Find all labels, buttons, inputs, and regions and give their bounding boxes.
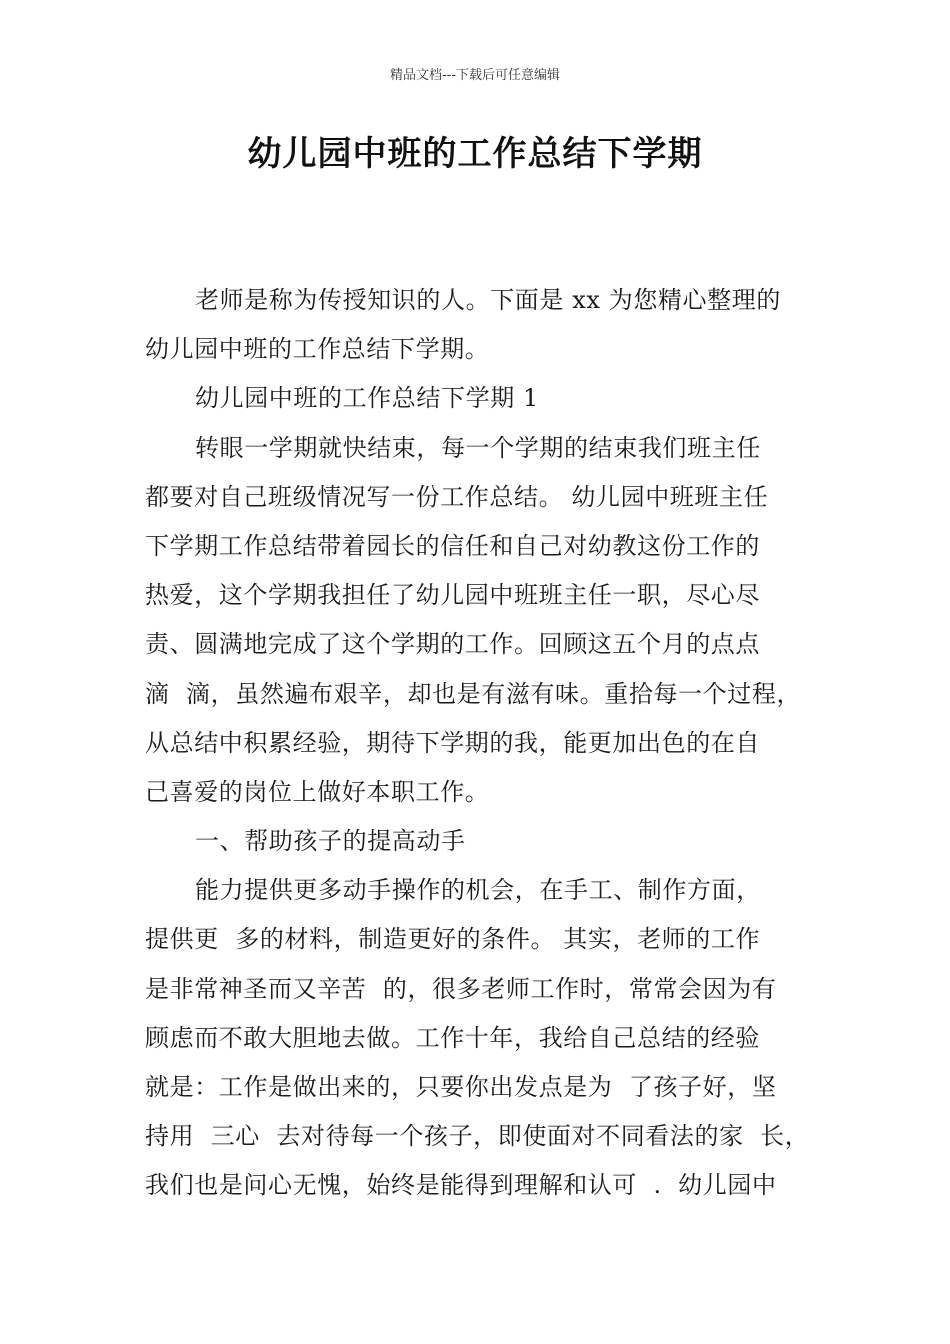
section-heading: 幼儿园中班的工作总结下学期 1 (195, 384, 539, 413)
body-line: 从总结中积累经验，期待下学期的我，能更加出色的在自 (145, 728, 760, 757)
body-line: 己喜爱的岗位上做好本职工作。 (145, 777, 490, 806)
body-line: 下学期工作总结带着园长的信任和自己对幼教这份工作的 (145, 531, 760, 560)
body-line: 提供更 多的材料，制造更好的条件。 其实，老师的工作 (145, 925, 761, 954)
body-line: 我们也是问心无愧，始终是能得到理解和认可 . 幼儿园中 (145, 1171, 777, 1200)
body-line: 持用 三心 去对待每一个孩子，即使面对不同看法的家 长， (145, 1122, 810, 1151)
body-line: 幼儿园中班的工作总结下学期。 (145, 335, 490, 364)
page-header: 精品文档---下载后可任意编辑 (389, 68, 561, 83)
body-line: 顾虑而不敢大胆地去做。工作十年，我给自己总结的经验 (145, 1023, 760, 1052)
body-line: 就是：工作是做出来的，只要你出发点是为 了孩子好，坚 (145, 1073, 777, 1101)
body-line: 能力提供更多动手操作的机会，在手工、制作方面， (195, 876, 761, 905)
body-line: 热爱，这个学期我担任了幼儿园中班班主任一职，尽心尽 (145, 581, 760, 610)
document-body (145, 276, 815, 1211)
body-line: 都要对自己班级情况写一份工作总结。 幼儿园中班班主任 (145, 482, 769, 511)
body-line: 责、圆满地完成了这个学期的工作。回顾这五个月的点点 (145, 630, 760, 659)
section-heading: 一、帮助孩子的提高动手 (195, 827, 466, 856)
body-line: 转眼一学期就快结束，每一个学期的结束我们班主任 (195, 433, 761, 462)
document-title: 幼儿园中班的工作总结下学期 (247, 134, 703, 174)
body-line: 老师是称为传授知识的人。下面是 xx 为您精心整理的 (195, 286, 781, 314)
body-line: 是非常神圣而又辛苦 的，很多老师工作时，常常会因为有 (145, 974, 777, 1003)
body-line: 滴 滴，虽然遍布艰辛，却也是有滋有味。重拾每一个过程， (145, 679, 802, 708)
